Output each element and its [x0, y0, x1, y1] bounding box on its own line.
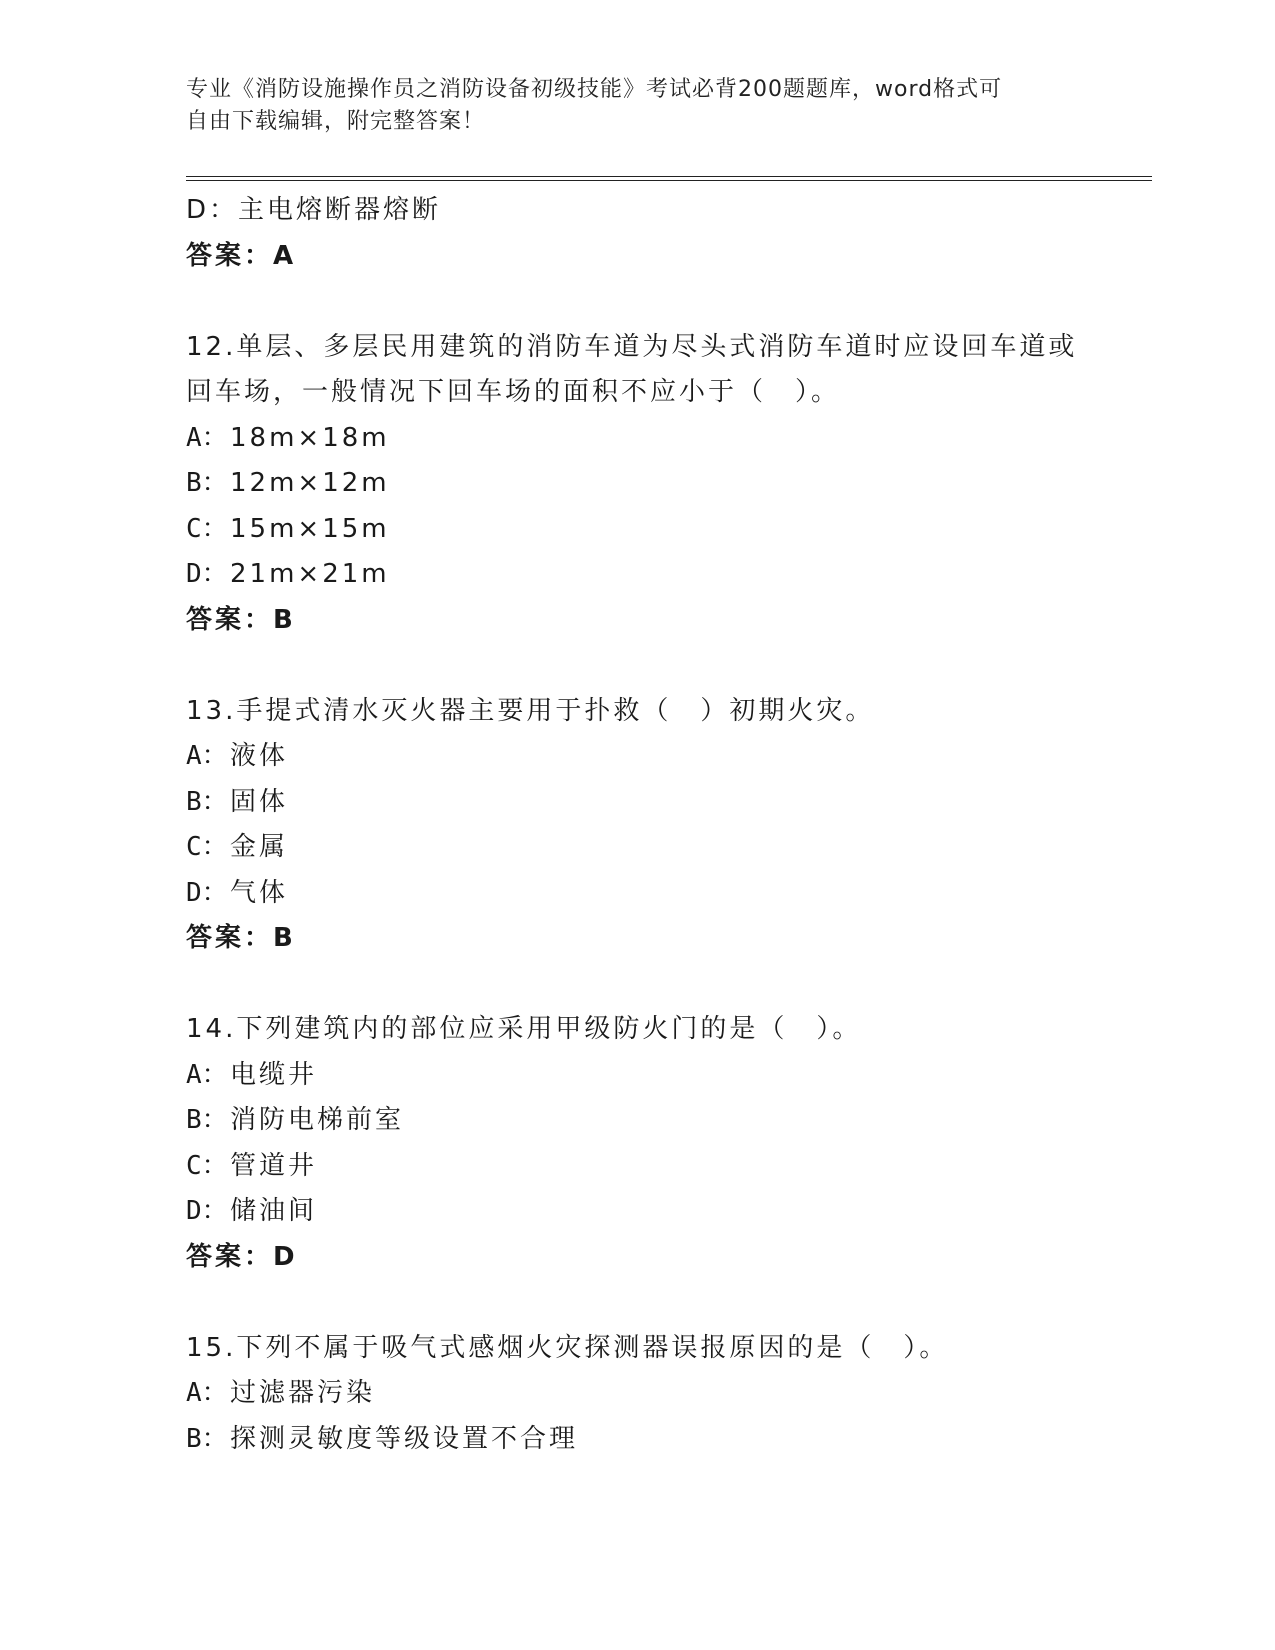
option-letter: A：: [186, 1378, 228, 1408]
spacer: [186, 279, 1106, 325]
header-line-1: 专业《消防设施操作员之消防设备初级技能》考试必背200题题库，word格式可: [186, 77, 1003, 102]
option-letter: D：: [186, 877, 228, 908]
document-header: [186, 74, 1066, 138]
spacer: [186, 1280, 1106, 1326]
option-letter: D：: [186, 1196, 228, 1226]
option-text: 管道井: [230, 1150, 318, 1181]
option-letter: B：: [186, 1423, 228, 1454]
option-a: [186, 1053, 1106, 1099]
option-text: 21m×21m: [230, 559, 390, 589]
option-a: [186, 734, 1106, 780]
spacer: [186, 643, 1106, 689]
option-b: [186, 1098, 1106, 1144]
option-letter: A：: [186, 741, 228, 771]
option-letter: C：: [186, 1150, 228, 1181]
question-content: [186, 188, 1106, 1462]
option-text: 固体: [230, 786, 289, 817]
option-text: 消防电梯前室: [230, 1105, 405, 1135]
spacer: [186, 962, 1106, 1008]
option-a: [186, 416, 1106, 462]
question-stem: 12.单层、多层民用建筑的消防车道为尽头式消防车道时应设回车道或: [186, 331, 1078, 362]
option-b: [186, 1417, 1106, 1463]
option-text: 探测灵敏度等级设置不合理: [230, 1423, 579, 1454]
option-text: 液体: [230, 741, 289, 771]
option-b: [186, 780, 1106, 826]
answer: 答案：B: [186, 923, 296, 953]
option-text: 18m×18m: [230, 422, 390, 453]
question-15: [186, 1326, 1106, 1463]
question-stem: 14.下列建筑内的部位应采用甲级防火门的是（ ）。: [186, 1014, 862, 1044]
option-a: [186, 1371, 1106, 1417]
option-text: 12m×12m: [230, 468, 390, 498]
option-letter: A：: [186, 422, 228, 453]
header-line-2: 自由下载编辑，附完整答案！: [186, 109, 486, 134]
question-13: [186, 689, 1106, 962]
option-letter: B：: [186, 468, 228, 498]
carryover-answer: 答案：A: [186, 240, 297, 271]
answer: 答案：B: [186, 604, 296, 635]
option-text: 气体: [230, 877, 289, 908]
question-stem-continued: 回车场，一般情况下回车场的面积不应小于（ ）。: [186, 377, 841, 407]
option-d: [186, 1189, 1106, 1235]
option-text: 电缆井: [230, 1059, 318, 1090]
option-letter: B：: [186, 786, 228, 817]
question-14: [186, 1007, 1106, 1280]
option-d: [186, 871, 1106, 917]
option-text: 储油间: [230, 1196, 318, 1226]
option-c: [186, 825, 1106, 871]
option-c: [186, 1144, 1106, 1190]
option-text: 过滤器污染: [230, 1378, 376, 1408]
question-stem: 13.手提式清水灭火器主要用于扑救（ ）初期火灾。: [186, 695, 875, 726]
question-stem: 15.下列不属于吸气式感烟火灾探测器误报原因的是（ ）。: [186, 1332, 949, 1363]
option-letter: C：: [186, 832, 228, 862]
option-text: 金属: [230, 832, 289, 862]
option-d: [186, 552, 1106, 598]
option-c: [186, 507, 1106, 553]
option-text: 15m×15m: [230, 513, 390, 544]
option-b: [186, 461, 1106, 507]
question-12: [186, 325, 1106, 644]
option-letter: A：: [186, 1059, 228, 1090]
option-letter: D：: [186, 559, 228, 589]
answer: 答案：D: [186, 1241, 298, 1272]
header-divider: [186, 176, 1152, 181]
option-letter: C：: [186, 513, 228, 544]
carryover-option-d: D：主电熔断器熔断: [186, 195, 442, 225]
option-letter: B：: [186, 1105, 228, 1135]
